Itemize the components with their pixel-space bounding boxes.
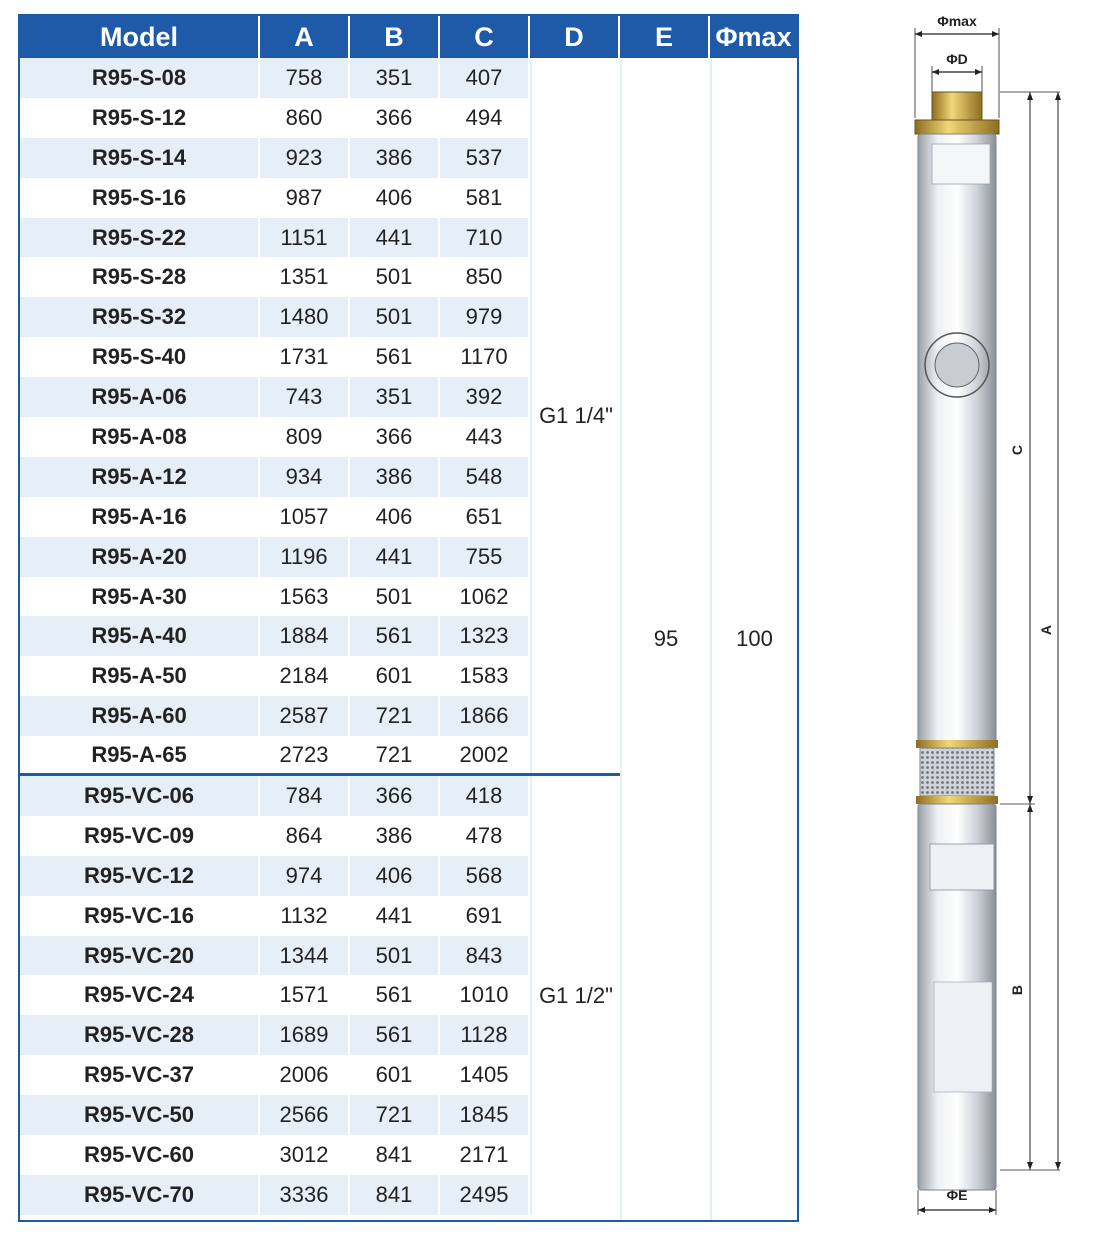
c-cell: 537: [440, 138, 530, 178]
b-cell: 366: [350, 417, 440, 457]
a-dimension: [1038, 92, 1061, 1170]
a-cell: 784: [260, 776, 350, 816]
b-cell: 501: [350, 297, 440, 337]
phie-dimension: [918, 1187, 996, 1215]
model-cell: R95-S-22: [20, 218, 260, 258]
model-cell: R95-VC-16: [20, 896, 260, 936]
a-cell: 1196: [260, 537, 350, 577]
b-cell: 721: [350, 1095, 440, 1135]
c-cell: 979: [440, 297, 530, 337]
a-cell: 743: [260, 377, 350, 417]
a-cell: 974: [260, 856, 350, 896]
a-cell: 2723: [260, 736, 350, 773]
header-e: E: [620, 16, 710, 58]
b-cell: 841: [350, 1175, 440, 1215]
c-cell: 2171: [440, 1135, 530, 1175]
model-cell: R95-VC-20: [20, 936, 260, 976]
model-cell: R95-VC-70: [20, 1175, 260, 1215]
a-cell: 1057: [260, 497, 350, 537]
a-cell: 1480: [260, 297, 350, 337]
b-cell: 721: [350, 736, 440, 773]
a-cell: 1151: [260, 218, 350, 258]
c-cell: 755: [440, 537, 530, 577]
model-cell: R95-S-16: [20, 178, 260, 218]
model-cell: R95-S-14: [20, 138, 260, 178]
b-cell: 441: [350, 218, 440, 258]
c-cell: 1323: [440, 616, 530, 656]
c-cell: 581: [440, 178, 530, 218]
c-cell: 1405: [440, 1055, 530, 1095]
c-dimension: [1000, 92, 1060, 804]
a-cell: 860: [260, 98, 350, 138]
header-b: B: [350, 16, 440, 58]
b-cell: 561: [350, 1015, 440, 1055]
model-cell: R95-S-32: [20, 297, 260, 337]
a-cell: 758: [260, 58, 350, 98]
a-cell: 2184: [260, 656, 350, 696]
model-cell: R95-A-65: [20, 736, 260, 773]
b-cell: 386: [350, 457, 440, 497]
c-cell: 2495: [440, 1175, 530, 1215]
model-cell: R95-S-08: [20, 58, 260, 98]
model-cell: R95-A-16: [20, 497, 260, 537]
c-cell: 710: [440, 218, 530, 258]
a-cell: 1884: [260, 616, 350, 656]
b-cell: 601: [350, 1055, 440, 1095]
c-cell: 843: [440, 936, 530, 976]
a-cell: 864: [260, 816, 350, 856]
a-label: A: [1038, 624, 1054, 636]
header-d: D: [530, 16, 620, 58]
c-cell: 548: [440, 457, 530, 497]
c-cell: 392: [440, 377, 530, 417]
model-cell: R95-VC-12: [20, 856, 260, 896]
b-dimension: [1000, 804, 1060, 1170]
a-cell: 1563: [260, 577, 350, 617]
c-cell: 1128: [440, 1015, 530, 1055]
b-cell: 366: [350, 98, 440, 138]
e-value: 95: [620, 58, 710, 1220]
a-cell: 1344: [260, 936, 350, 976]
b-cell: 386: [350, 138, 440, 178]
model-cell: R95-VC-24: [20, 975, 260, 1015]
c-label: C: [1009, 444, 1025, 456]
model-cell: R95-A-50: [20, 656, 260, 696]
a-cell: 934: [260, 457, 350, 497]
a-cell: 987: [260, 178, 350, 218]
a-cell: 1132: [260, 896, 350, 936]
phimax-value: 100: [710, 58, 797, 1220]
a-cell: 923: [260, 138, 350, 178]
a-cell: 3336: [260, 1175, 350, 1215]
c-cell: 691: [440, 896, 530, 936]
header-model: Model: [20, 16, 260, 58]
b-cell: 441: [350, 537, 440, 577]
b-cell: 561: [350, 616, 440, 656]
c-cell: 850: [440, 257, 530, 297]
b-cell: 406: [350, 178, 440, 218]
b-cell: 721: [350, 696, 440, 736]
c-cell: 1866: [440, 696, 530, 736]
a-cell: 809: [260, 417, 350, 457]
pump-body: [915, 92, 999, 1190]
c-cell: 1010: [440, 975, 530, 1015]
d-value-group-2: G1 1/2": [530, 776, 620, 1215]
model-cell: R95-S-40: [20, 337, 260, 377]
b-cell: 601: [350, 656, 440, 696]
table-header: [20, 16, 797, 58]
spec-table: [18, 14, 799, 1222]
c-cell: 407: [440, 58, 530, 98]
a-cell: 2587: [260, 696, 350, 736]
model-cell: R95-VC-28: [20, 1015, 260, 1055]
model-cell: R95-VC-50: [20, 1095, 260, 1135]
d-value-group-1: G1 1/4": [530, 58, 620, 773]
header-c: C: [440, 16, 530, 58]
model-cell: R95-A-12: [20, 457, 260, 497]
b-cell: 841: [350, 1135, 440, 1175]
model-cell: R95-VC-37: [20, 1055, 260, 1095]
c-cell: 2002: [440, 736, 530, 773]
header-phimax: Φmax: [715, 21, 792, 52]
group-divider: [530, 773, 618, 776]
phie-label: ΦE: [946, 1187, 968, 1203]
c-cell: 418: [440, 776, 530, 816]
b-cell: 406: [350, 497, 440, 537]
model-cell: R95-A-08: [20, 417, 260, 457]
c-cell: 1583: [440, 656, 530, 696]
model-cell: R95-A-30: [20, 577, 260, 617]
model-cell: R95-S-12: [20, 98, 260, 138]
c-cell: 568: [440, 856, 530, 896]
pump-dimension-drawing: [880, 10, 1090, 1225]
model-cell: R95-A-40: [20, 616, 260, 656]
b-label: B: [1009, 984, 1025, 996]
c-cell: 494: [440, 98, 530, 138]
phid-label: ΦD: [946, 51, 968, 67]
b-cell: 406: [350, 856, 440, 896]
a-cell: 1689: [260, 1015, 350, 1055]
model-cell: R95-A-60: [20, 696, 260, 736]
merged-columns: [530, 58, 797, 1220]
phid-dimension: [932, 51, 982, 92]
a-cell: 1571: [260, 975, 350, 1015]
c-cell: 1062: [440, 577, 530, 617]
b-cell: 561: [350, 975, 440, 1015]
b-cell: 351: [350, 377, 440, 417]
b-cell: 561: [350, 337, 440, 377]
b-cell: 501: [350, 577, 440, 617]
c-cell: 478: [440, 816, 530, 856]
a-cell: 1351: [260, 257, 350, 297]
c-cell: 651: [440, 497, 530, 537]
b-cell: 351: [350, 58, 440, 98]
c-cell: 1845: [440, 1095, 530, 1135]
b-cell: 441: [350, 896, 440, 936]
b-cell: 501: [350, 936, 440, 976]
model-cell: R95-VC-60: [20, 1135, 260, 1175]
c-cell: 443: [440, 417, 530, 457]
model-cell: R95-A-06: [20, 377, 260, 417]
a-cell: 2566: [260, 1095, 350, 1135]
b-cell: 501: [350, 257, 440, 297]
a-cell: 2006: [260, 1055, 350, 1095]
model-cell: R95-S-28: [20, 257, 260, 297]
c-cell: 1170: [440, 337, 530, 377]
model-cell: R95-A-20: [20, 537, 260, 577]
phimax-label: Φmax: [937, 13, 977, 29]
a-cell: 3012: [260, 1135, 350, 1175]
b-cell: 366: [350, 776, 440, 816]
model-cell: R95-VC-09: [20, 816, 260, 856]
b-cell: 386: [350, 816, 440, 856]
a-cell: 1731: [260, 337, 350, 377]
header-a: A: [260, 16, 350, 58]
model-cell: R95-VC-06: [20, 776, 260, 816]
